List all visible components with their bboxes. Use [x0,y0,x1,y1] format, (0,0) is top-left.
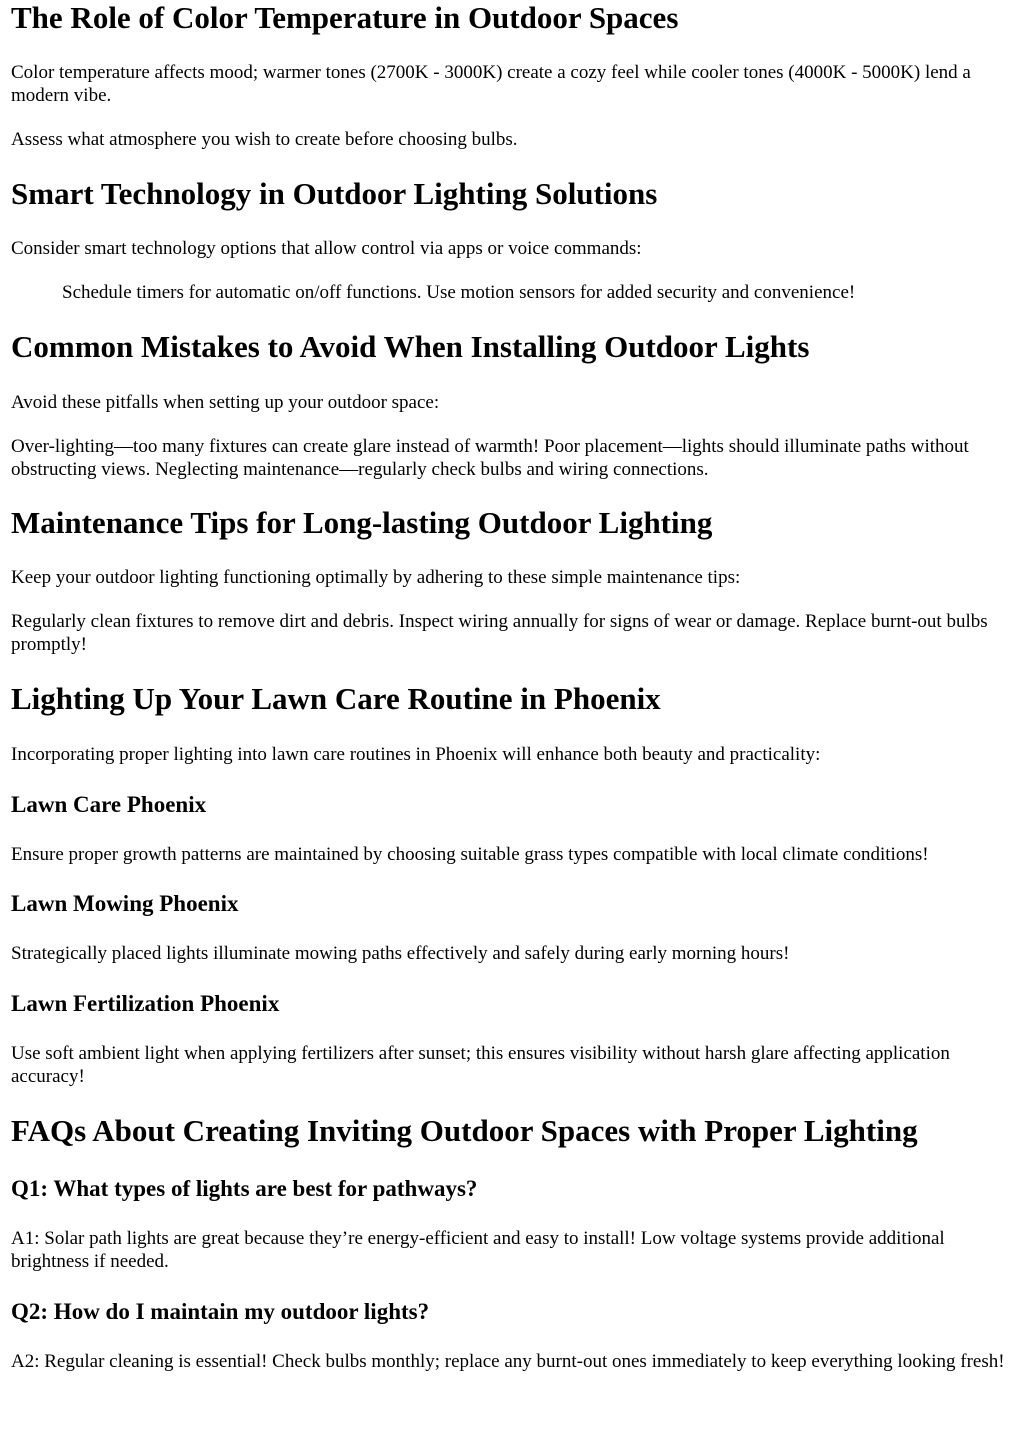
heading-maintenance-tips: Maintenance Tips for Long-lasting Outdoor Lighting [11,505,713,540]
faq-question: Q2: How do I maintain my outdoor lights? [11,1299,430,1324]
heading-lawn-care-routine: Lighting Up Your Lawn Care Routine in Phoenix [11,681,661,716]
heading-faqs: FAQs About Creating Inviting Outdoor Spaces with Proper Lighting [11,1113,918,1148]
lawn-care-routine-intro: Incorporating proper lighting into lawn care routines in Phoenix will enhance both beauty and practicality: [11,744,821,765]
color-temperature-paragraph: Color temperature affects mood; warmer tones (2700K - 3000K) create a cozy feel while cooler tones (4000K - 5000K) lend a modern vibe. [11,62,971,106]
heading-common-mistakes: Common Mistakes to Avoid When Installing Outdoor Lights [11,329,810,364]
subheading-lawn-fertilization: Lawn Fertilization Phoenix [11,991,280,1016]
faq-answer: A1: Solar path lights are great because they’re energy-efficient and easy to install! Low voltage systems provide additional brightness if needed. [11,1228,945,1272]
common-mistakes-list: Over-lighting—too many fixtures can create glare instead of warmth! Poor placement—lights should illuminate paths without obstructing views. Neglecting maintenance—regularly check bulbs and wiring connections. [11,436,969,480]
color-temperature-advice: Assess what atmosphere you wish to create before choosing bulbs. [11,129,518,150]
maintenance-tips-intro: Keep your outdoor lighting functioning optimally by adhering to these simple maintenance tips: [11,567,741,588]
common-mistakes-intro: Avoid these pitfalls when setting up your outdoor space: [11,392,440,413]
subheading-lawn-mowing: Lawn Mowing Phoenix [11,891,239,916]
lawn-care-text: Ensure proper growth patterns are maintained by choosing suitable grass types compatible with local climate conditions! [11,844,929,865]
heading-smart-technology: Smart Technology in Outdoor Lighting Solutions [11,176,658,211]
lawn-mowing-text: Strategically placed lights illuminate mowing paths effectively and safely during early morning hours! [11,943,790,964]
maintenance-tips-list: Regularly clean fixtures to remove dirt and debris. Inspect wiring annually for signs of wear or damage. Replace burnt-out bulbs promptly! [11,611,988,655]
smart-technology-blockquote: Schedule timers for automatic on/off functions. Use motion sensors for added security and convenience! [62,282,856,303]
faq-answer: A2: Regular cleaning is essential! Check bulbs monthly; replace any burnt-out ones immediately to keep everything looking fresh! [11,1351,1005,1372]
smart-technology-intro: Consider smart technology options that allow control via apps or voice commands: [11,238,642,259]
lawn-fertilization-text: Use soft ambient light when applying fertilizers after sunset; this ensures visibility without harsh glare affecting application accuracy! [11,1043,950,1087]
subheading-lawn-care: Lawn Care Phoenix [11,792,207,817]
heading-color-temperature: The Role of Color Temperature in Outdoor Spaces [11,0,679,35]
faq-question: Q1: What types of lights are best for pathways? [11,1176,478,1201]
